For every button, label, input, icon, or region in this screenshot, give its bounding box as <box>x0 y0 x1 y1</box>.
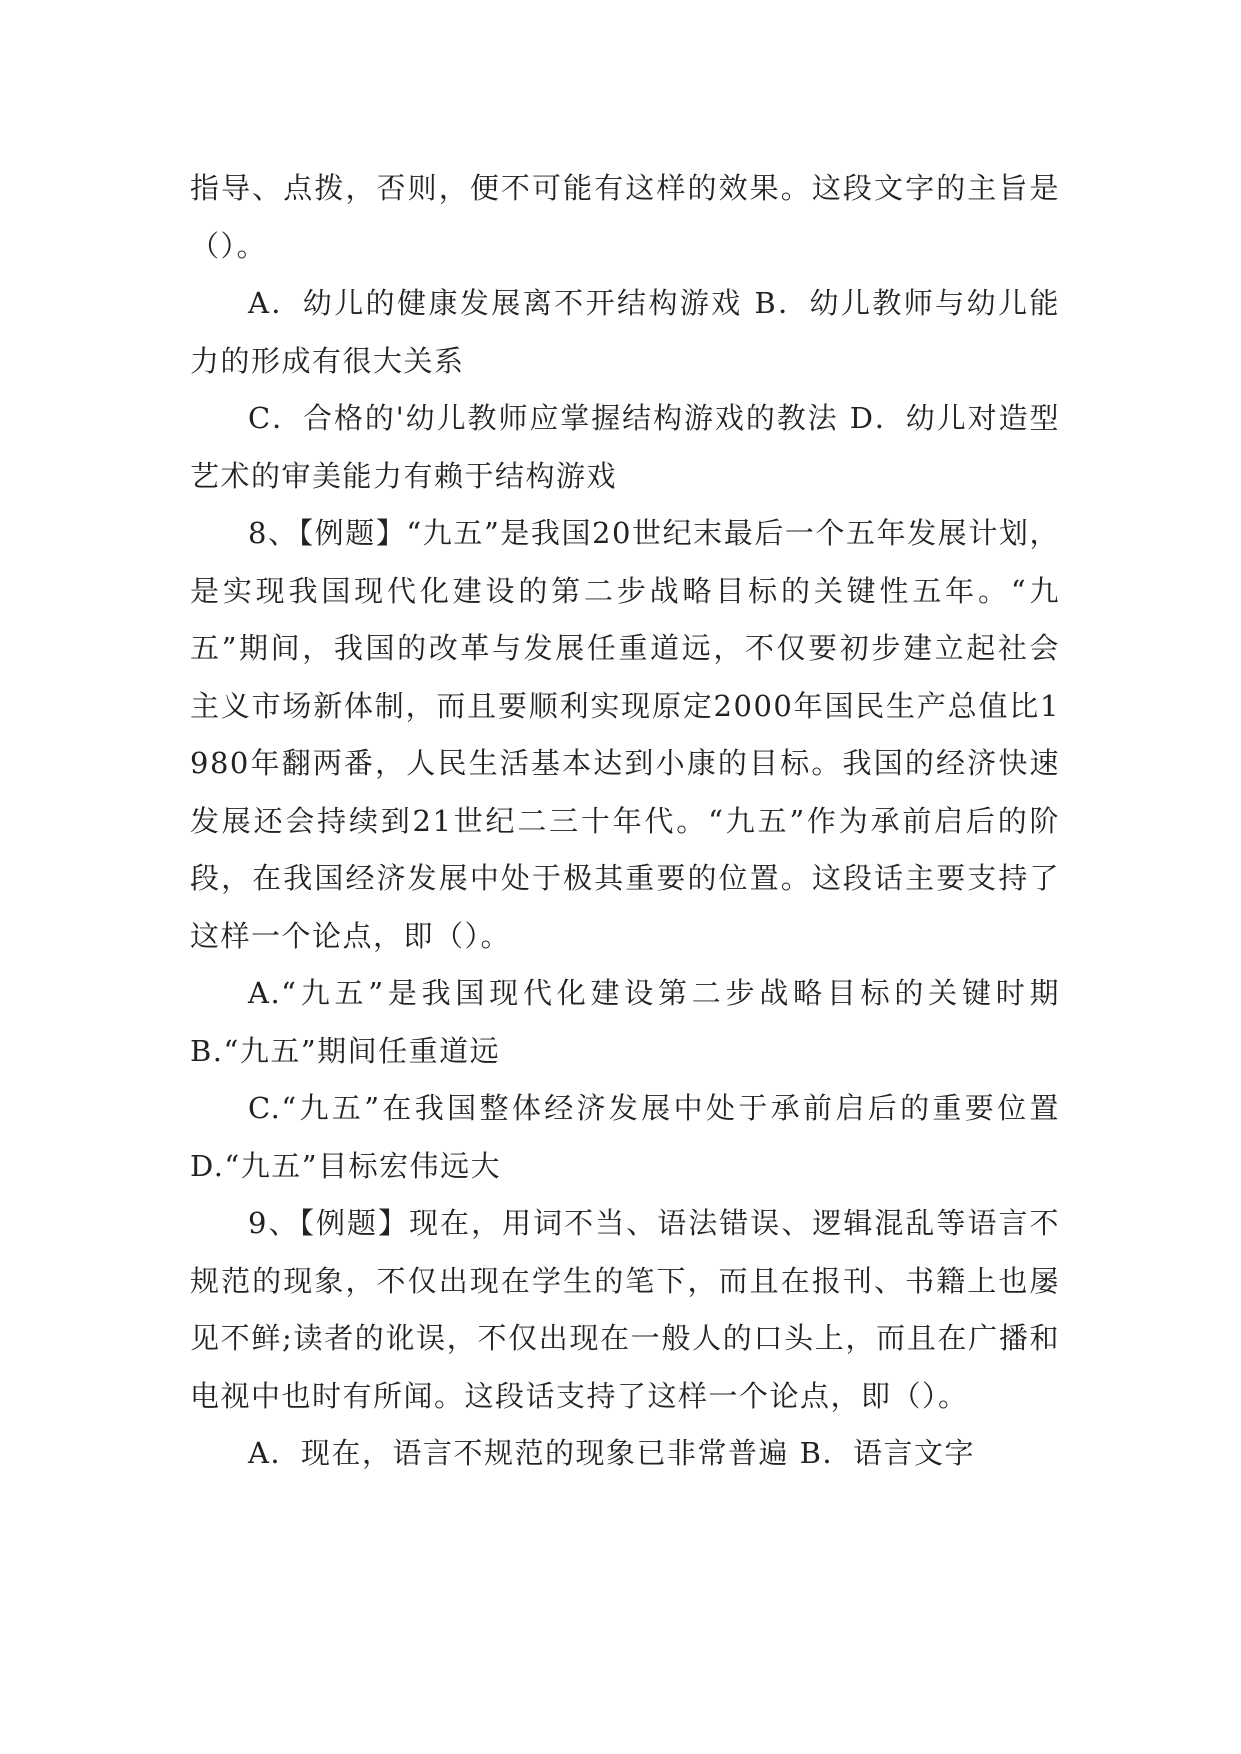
question-7-options-a-b: A．幼儿的健康发展离不开结构游戏 B．幼儿教师与幼儿能力的形成有很大关系 <box>190 286 1060 378</box>
question-7-stem-tail: 指导、点拨，否则，便不可能有这样的效果。这段文字的主旨是（）。 <box>190 171 1060 263</box>
question-9-stem: 9、【例题】现在，用词不当、语法错误、逻辑混乱等语言不规范的现象，不仅出现在学生的笔下，而且在报刊、书籍上也屡见不鲜;读者的讹误，不仅出现在一般人的口头上，而且在广播和电视中也时有所闻。这段话支持了这样一个论点，即（）。 <box>190 1206 1060 1413</box>
document-body <box>190 160 1060 1483</box>
question-9-options-a-b: A．现在，语言不规范的现象已非常普遍 B．语言文字 <box>248 1436 975 1470</box>
question-8-options-c-d: C.“九五”在我国整体经济发展中处于承前启后的重要位置 D.“九五”目标宏伟远大 <box>190 1091 1060 1183</box>
question-8-options-a-b: A.“九五”是我国现代化建设第二步战略目标的关键时期 B.“九五”期间任重道远 <box>190 976 1060 1068</box>
question-8-stem: 8、【例题】“九五”是我国20世纪末最后一个五年发展计划，是实现我国现代化建设的第二步战略目标的关键性五年。“九五”期间，我国的改革与发展任重道远，不仅要初步建立起社会主义市场新体制，而且要顺利实现原定2000年国民生产总值比1980年翻两番，人民生活基本达到小康的目标。我国的经济快速发展还会持续到21世纪二三十年代。“九五”作为承前启后的阶段，在我国经济发展中处于极其重要的位置。这段话主要支持了这样一个论点，即（）。 <box>190 516 1060 953</box>
question-7-options-c-d: C．合格的'幼儿教师应掌握结构游戏的教法 D．幼儿对造型艺术的审美能力有赖于结构游戏 <box>190 401 1060 493</box>
